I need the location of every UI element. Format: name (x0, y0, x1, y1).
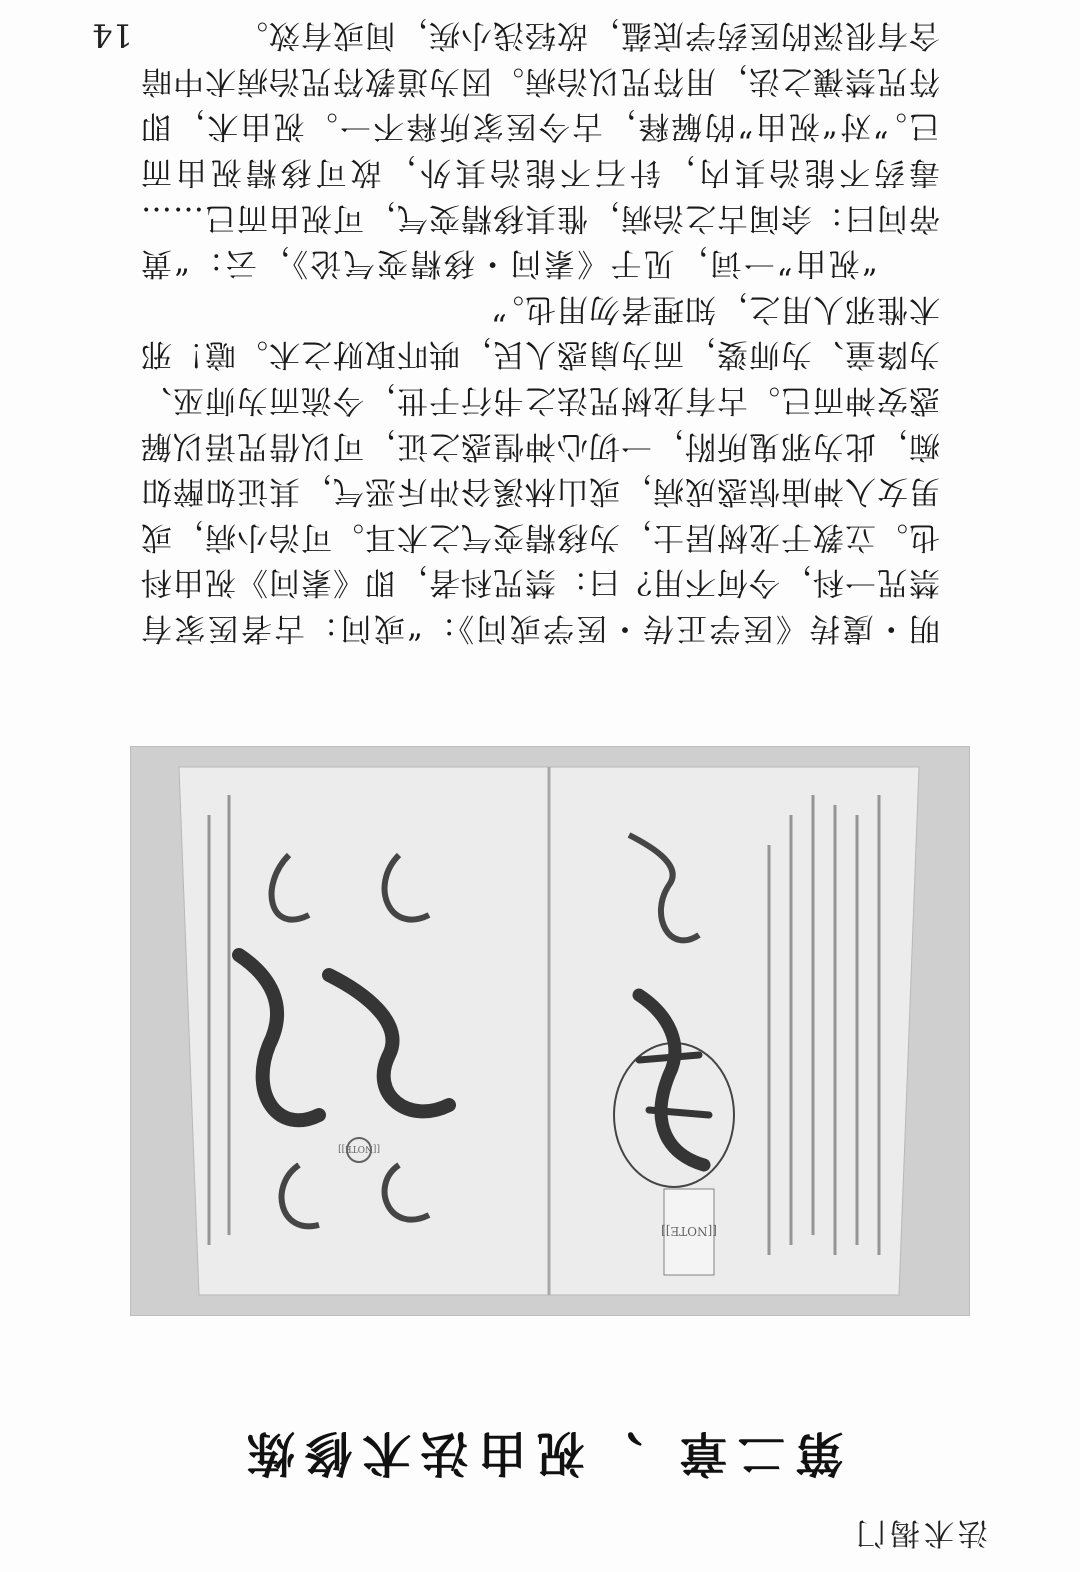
chapter-title: 第二章 、祝由法术修炼 (236, 1425, 844, 1481)
manuscript-photo (130, 746, 970, 1316)
seal-text: [[NOTE]] (338, 1143, 380, 1153)
paragraph-zhuyou-definition: “祝由”一词，见于《素问・移精变气论》，云：“黄帝问曰：余闻古之治病，惟其移精变气，可祝由而已……毒药不能治其内，针石不能治其外，故可移精祝由而已。”对“祝由”的解释，古今医家所释不一。祝由术，即符咒禁禳之法，用符咒以治病。因为道教符咒治病术中暗含有很深的医药学底蕴，故轻浅小疾，间或有效。 (140, 17, 940, 282)
body-text (140, 12, 940, 650)
running-header: 法术揭门 (852, 1515, 988, 1550)
paper-slip-label: [[NOTE]] (661, 1224, 717, 1238)
manuscript-illustration (131, 747, 969, 1315)
page-number: 14 (92, 16, 133, 54)
paragraph-quote-yu-tuan: 明・虞抟《医学正传・医学或问》：“或问：古者医家有禁咒一科，今何不用？曰：禁咒科者，即《素问》祝由科也。立教于龙树居士，为移精变气之术耳。可治小病，或男女入神庙惊惑成病，或山林溪谷冲斥恶气，其证如醉如痴，此为邪鬼所附，一切心神惶惑之证，可以借咒语以解惑安神而已。古有龙树咒法之书行于世，今流而为师巫、为降童、为师婆，而为扇惑人民，哄吓取财之术。噫！邪术惟邪人用之，知理者勿用也。” (140, 290, 940, 646)
